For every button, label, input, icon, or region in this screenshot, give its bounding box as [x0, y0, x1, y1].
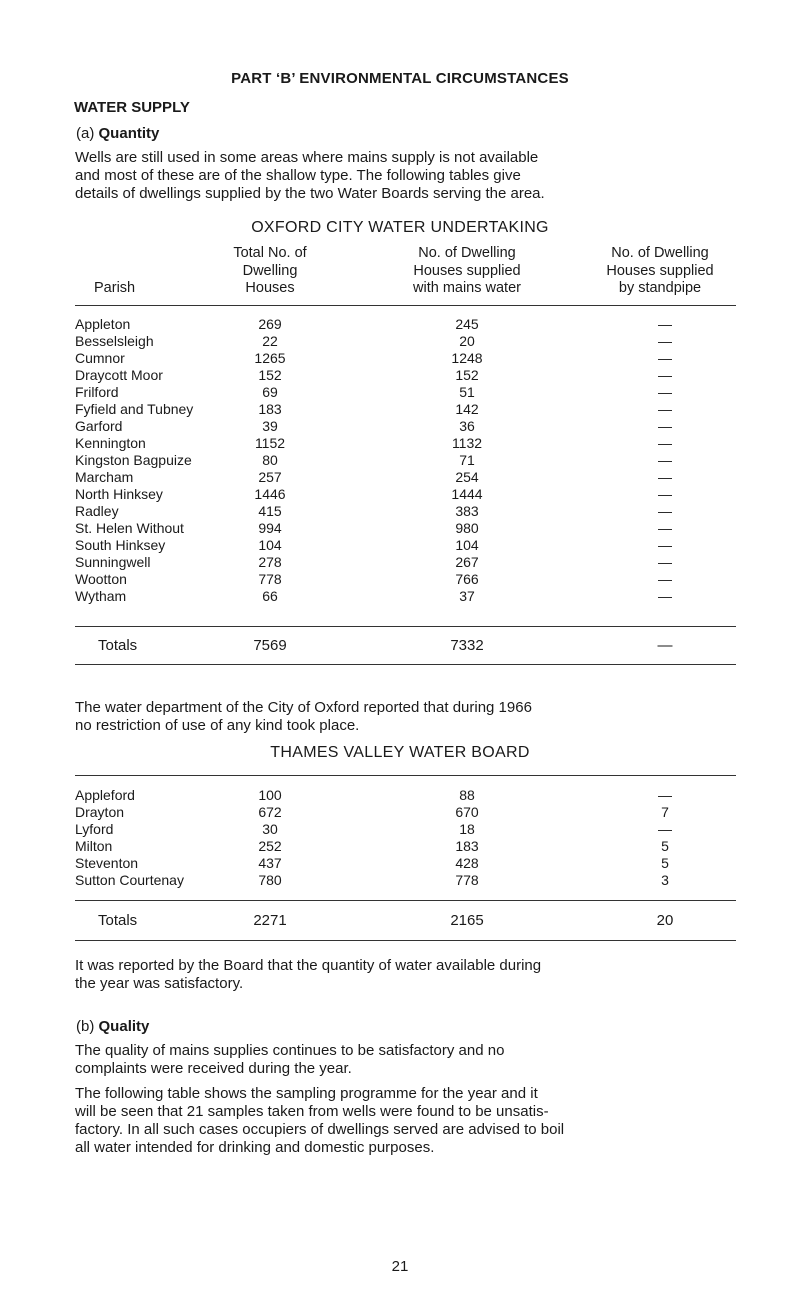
parish-cell: Sunningwell: [75, 554, 151, 570]
mains-cell: 1248: [451, 350, 483, 366]
table-row: [0, 554, 800, 570]
parish-cell: Kingston Bagpuize: [75, 452, 192, 468]
quantity-prefix: (a): [76, 125, 95, 142]
mains-cell: 36: [459, 418, 475, 434]
table-row: [0, 384, 800, 400]
totals-label: Totals: [98, 912, 138, 929]
parish-cell: Frilford: [75, 384, 119, 400]
parish-cell: Steventon: [75, 855, 139, 871]
total-cell: 278: [258, 554, 282, 570]
table-row: [0, 486, 800, 502]
table-row: [0, 571, 800, 587]
quantity-intro: [75, 149, 737, 203]
table-row: [0, 855, 800, 871]
total-cell: 39: [262, 418, 278, 434]
standpipe-cell: —: [658, 367, 672, 383]
text-line: factory. In all such cases occupiers of dwellings served are advised to boil: [75, 1121, 565, 1138]
parish-cell: Radley: [75, 503, 119, 519]
col-header-standpipe: No. of Dwelling Houses supplied by standpipe: [606, 245, 714, 296]
total-cell: 778: [258, 571, 282, 587]
standpipe-cell: —: [658, 452, 672, 468]
standpipe-cell: 20: [656, 912, 674, 929]
total-cell: 2271: [253, 912, 287, 929]
total-cell: 100: [258, 787, 282, 803]
total-cell: 672: [258, 804, 282, 820]
text-line: will be seen that 21 samples taken from wells were found to be unsatis-: [75, 1103, 549, 1120]
quality-paragraph-2: [75, 1085, 737, 1157]
text-line: details of dwellings supplied by the two Water Boards serving the area.: [75, 185, 545, 202]
total-cell: 69: [262, 384, 278, 400]
standpipe-cell: —: [658, 469, 672, 485]
standpipe-cell: —: [658, 486, 672, 502]
total-cell: 1446: [254, 486, 286, 502]
total-cell: 22: [262, 333, 278, 349]
standpipe-cell: —: [658, 821, 672, 837]
table-rule: [75, 940, 736, 941]
quality-paragraph-1: [75, 1042, 737, 1078]
mains-cell: 18: [459, 821, 475, 837]
table-row: [0, 520, 800, 536]
col-header-parish: Parish: [94, 280, 136, 296]
table-row: [0, 821, 800, 837]
parish-cell: Appleton: [75, 316, 131, 332]
table-row: [0, 787, 800, 803]
mains-cell: 88: [459, 787, 475, 803]
page-number: 21: [391, 1258, 409, 1275]
standpipe-cell: 5: [661, 838, 669, 854]
table-row: [0, 469, 800, 485]
standpipe-cell: 5: [661, 855, 669, 871]
standpipe-cell: —: [658, 537, 672, 553]
total-cell: 994: [258, 520, 282, 536]
table-rule: [75, 626, 736, 627]
text-line: Wells are still used in some areas where mains supply is not available: [75, 149, 539, 166]
quantity-title: Quantity: [98, 125, 160, 142]
mains-cell: 1444: [451, 486, 483, 502]
total-cell: 269: [258, 316, 282, 332]
quality-subheading: [76, 1018, 149, 1035]
text-line: the year was satisfactory.: [75, 975, 244, 992]
text-line: complaints were received during the year.: [75, 1060, 352, 1077]
total-cell: 252: [258, 838, 282, 854]
parish-cell: North Hinksey: [75, 486, 163, 502]
standpipe-cell: —: [658, 554, 672, 570]
mains-cell: 670: [455, 804, 479, 820]
mains-cell: 245: [455, 316, 479, 332]
mains-cell: 71: [459, 452, 475, 468]
table-row: [0, 418, 800, 434]
total-cell: 104: [258, 537, 282, 553]
totals-row: [0, 638, 800, 654]
mains-cell: 267: [455, 554, 479, 570]
parish-cell: Sutton Courtenay: [75, 872, 184, 888]
text-line: The following table shows the sampling programme for the year and it: [75, 1085, 538, 1102]
parish-cell: Appleford: [75, 787, 135, 803]
totals-label: Totals: [98, 637, 138, 654]
mains-cell: 37: [459, 588, 475, 604]
parish-cell: Cumnor: [75, 350, 125, 366]
mains-cell: 1132: [451, 435, 483, 451]
parish-cell: Milton: [75, 838, 113, 854]
standpipe-cell: —: [658, 571, 672, 587]
quantity-subheading: [76, 125, 159, 142]
standpipe-cell: —: [658, 333, 672, 349]
parish-cell: Lyford: [75, 821, 114, 837]
standpipe-cell: —: [657, 637, 673, 654]
thames-table-title: THAMES VALLEY WATER BOARD: [270, 744, 530, 761]
standpipe-cell: —: [658, 316, 672, 332]
quality-prefix: (b): [76, 1018, 95, 1035]
parish-cell: Kennington: [75, 435, 146, 451]
standpipe-cell: 7: [661, 804, 669, 820]
standpipe-cell: —: [658, 401, 672, 417]
table-row: [0, 435, 800, 451]
total-cell: 7569: [253, 637, 287, 654]
standpipe-cell: —: [658, 384, 672, 400]
table-rule: [75, 664, 736, 665]
table-row: [0, 872, 800, 888]
parish-cell: Besselsleigh: [75, 333, 154, 349]
standpipe-cell: —: [658, 520, 672, 536]
mains-cell: 428: [455, 855, 479, 871]
standpipe-cell: —: [658, 418, 672, 434]
table-row: [0, 503, 800, 519]
parish-cell: Marcham: [75, 469, 134, 485]
total-cell: 183: [258, 401, 282, 417]
table-row: [0, 316, 800, 332]
oxford-table-title: OXFORD CITY WATER UNDERTAKING: [251, 219, 549, 236]
parish-cell: Wootton: [75, 571, 127, 587]
total-cell: 1152: [254, 435, 286, 451]
text-line: The quality of mains supplies continues to be satisfactory and no: [75, 1042, 505, 1059]
mains-cell: 766: [455, 571, 479, 587]
mains-cell: 183: [455, 838, 479, 854]
parish-cell: Drayton: [75, 804, 125, 820]
parish-cell: Wytham: [75, 588, 127, 604]
parish-cell: Fyfield and Tubney: [75, 401, 194, 417]
standpipe-cell: —: [658, 435, 672, 451]
standpipe-cell: —: [658, 350, 672, 366]
section-heading: WATER SUPPLY: [74, 99, 190, 116]
col-header-total: Total No. of Dwelling Houses: [233, 245, 307, 296]
total-cell: 437: [258, 855, 282, 871]
mains-cell: 7332: [450, 637, 484, 654]
text-line: all water intended for drinking and domestic purposes.: [75, 1139, 435, 1156]
part-heading: PART ‘B’ ENVIRONMENTAL CIRCUMSTANCES: [231, 70, 569, 87]
text-line: It was reported by the Board that the quantity of water available during: [75, 957, 542, 974]
text-line: no restriction of use of any kind took place.: [75, 717, 360, 734]
table-rule: [75, 305, 736, 306]
mains-cell: 152: [455, 367, 479, 383]
mains-cell: 20: [459, 333, 475, 349]
mains-cell: 383: [455, 503, 479, 519]
table-row: [0, 367, 800, 383]
table-row: [0, 588, 800, 604]
total-cell: 257: [258, 469, 282, 485]
table-row: [0, 804, 800, 820]
table-row: [0, 350, 800, 366]
text-line: and most of these are of the shallow type. The following tables give: [75, 167, 521, 184]
table-row: [0, 838, 800, 854]
mains-cell: 980: [455, 520, 479, 536]
total-cell: 415: [258, 503, 282, 519]
standpipe-cell: —: [658, 503, 672, 519]
thames-note: [75, 957, 737, 993]
table-row: [0, 452, 800, 468]
text-line: The water department of the City of Oxford reported that during 1966: [75, 699, 532, 716]
parish-cell: Garford: [75, 418, 123, 434]
total-cell: 80: [262, 452, 278, 468]
table-row: [0, 401, 800, 417]
standpipe-cell: —: [658, 787, 672, 803]
parish-cell: Draycott Moor: [75, 367, 163, 383]
parish-cell: St. Helen Without: [75, 520, 184, 536]
mains-cell: 142: [455, 401, 479, 417]
mains-cell: 778: [455, 872, 479, 888]
col-header-mains: No. of Dwelling Houses supplied with mains water: [413, 245, 521, 296]
standpipe-cell: 3: [661, 872, 669, 888]
mains-cell: 104: [455, 537, 479, 553]
total-cell: 66: [262, 588, 278, 604]
total-cell: 30: [262, 821, 278, 837]
mains-cell: 51: [459, 384, 475, 400]
standpipe-cell: —: [658, 588, 672, 604]
table-row: [0, 333, 800, 349]
total-cell: 152: [258, 367, 282, 383]
totals-row: [0, 913, 800, 929]
mains-cell: 254: [455, 469, 479, 485]
quality-title: Quality: [98, 1018, 150, 1035]
oxford-note: [75, 699, 737, 735]
parish-cell: South Hinksey: [75, 537, 166, 553]
total-cell: 1265: [254, 350, 286, 366]
table-row: [0, 537, 800, 553]
total-cell: 780: [258, 872, 282, 888]
mains-cell: 2165: [450, 912, 484, 929]
table-rule: [75, 775, 736, 776]
table-rule: [75, 900, 736, 901]
